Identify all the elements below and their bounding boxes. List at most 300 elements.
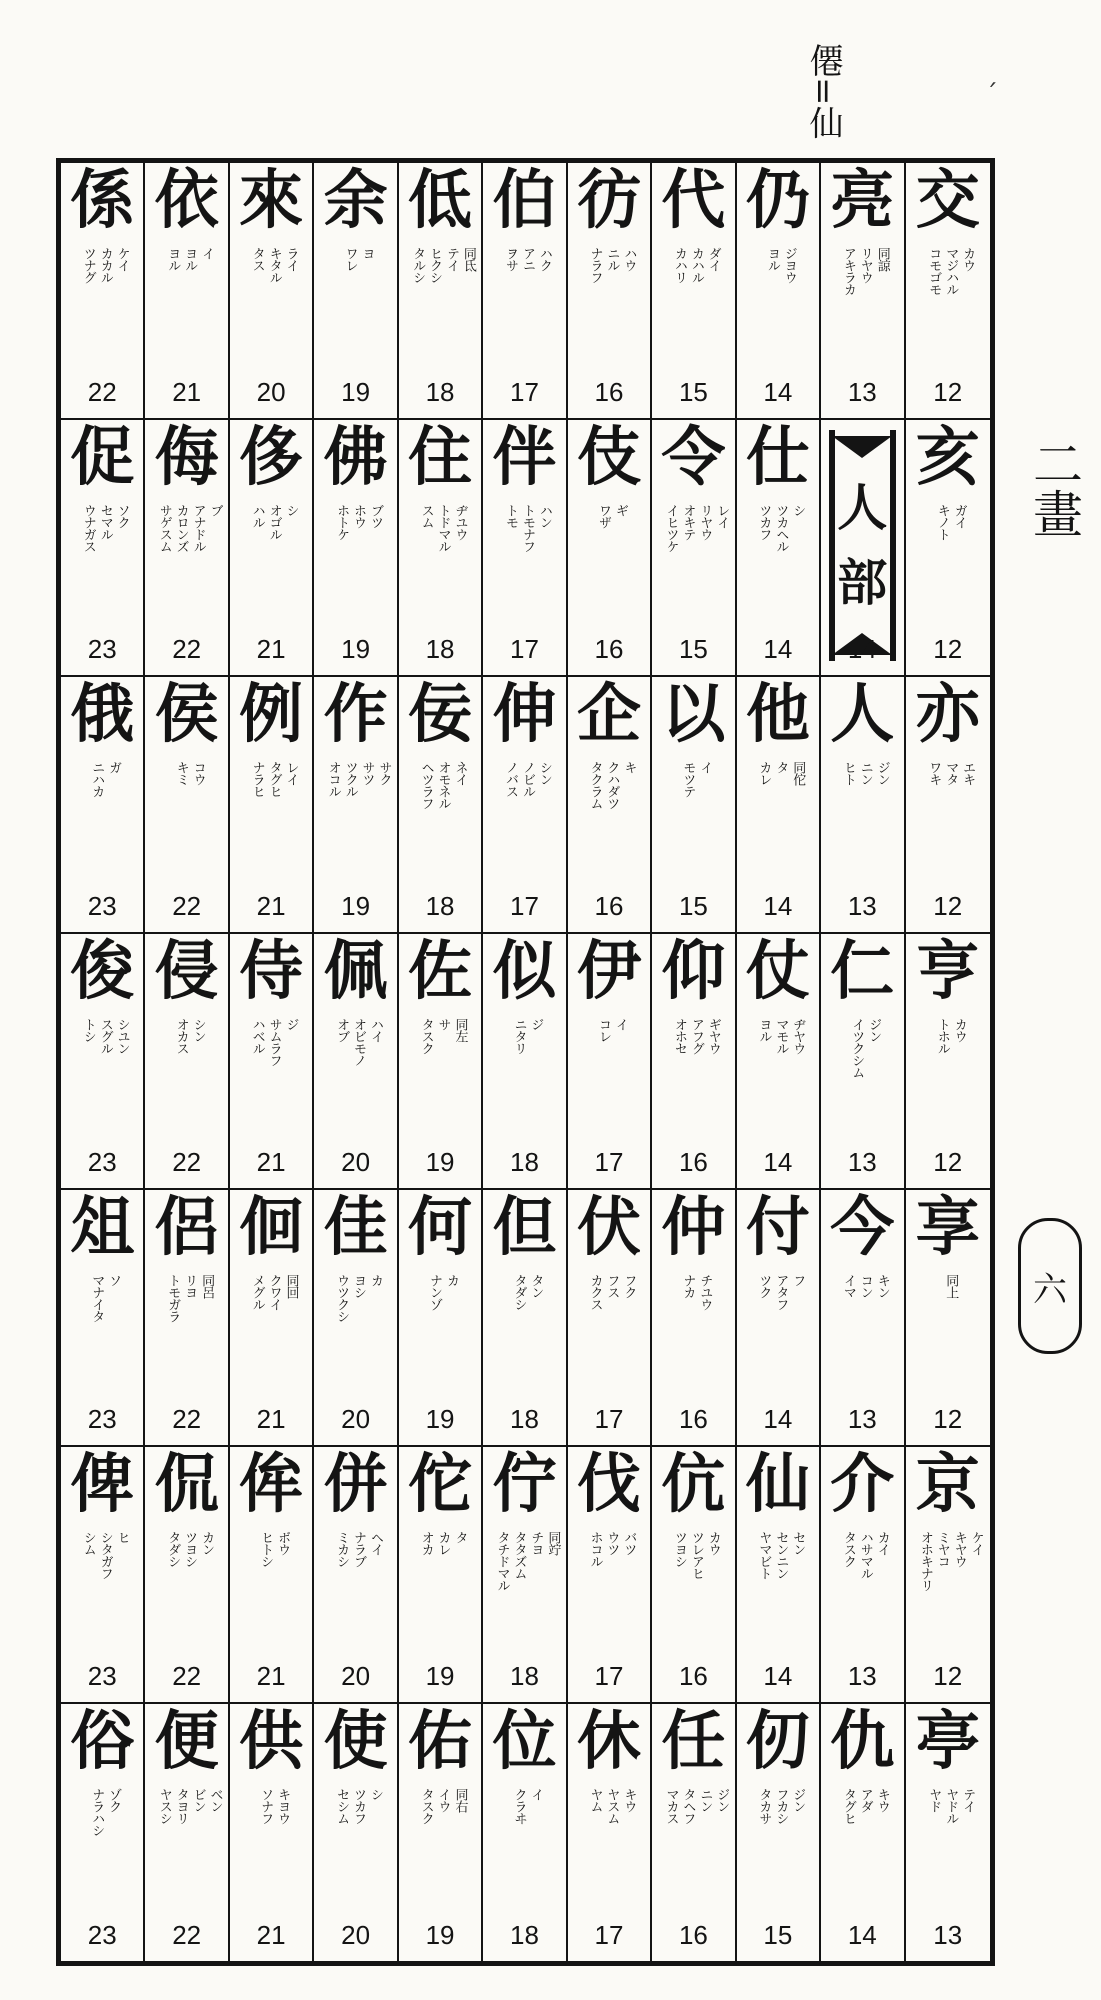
page-reference: 21 — [256, 1404, 286, 1435]
reading-text: ブ — [207, 503, 223, 516]
kanji-cell — [652, 1190, 736, 1447]
kanji-readings — [409, 1018, 475, 1114]
kanji-readings — [662, 504, 728, 600]
page-reference: 22 — [172, 633, 202, 664]
kanji-cell — [821, 677, 905, 934]
reading-text: ヘツラフ — [418, 760, 434, 809]
kanji-character: 仗 — [745, 933, 810, 1009]
kanji-cell — [821, 163, 905, 420]
reading-text: 同回 — [283, 1274, 299, 1299]
reading-text: ワレ — [342, 247, 358, 271]
kanji-cell — [737, 1704, 821, 1961]
reading-text: ヤスシ — [156, 1788, 172, 1825]
page-reference: 12 — [933, 1147, 963, 1178]
reading-text: タン — [528, 1274, 544, 1299]
page-reference: 13 — [847, 890, 877, 921]
kanji-cell — [568, 1704, 652, 1961]
kanji-character: 住 — [408, 419, 473, 495]
reading-text: ヤスム — [604, 1788, 620, 1825]
kanji-readings — [662, 1788, 728, 1884]
kanji-readings — [240, 761, 306, 857]
reading-text: ウツクシ — [334, 1274, 350, 1323]
page-reference: 21 — [172, 376, 202, 407]
reading-text: フク — [621, 1274, 637, 1299]
kanji-readings — [71, 1018, 137, 1114]
reading-text: タスク — [418, 1017, 434, 1054]
kanji-cell — [737, 163, 821, 420]
reading-text: カ — [367, 1274, 383, 1287]
reading-text: イ — [697, 760, 713, 773]
reading-text: タクラム — [587, 760, 603, 809]
kanji-cell — [568, 1190, 652, 1447]
reading-text: ナラハシ — [89, 1788, 105, 1837]
reading-text: メグル — [249, 1274, 265, 1311]
kanji-character: 俎 — [70, 1190, 135, 1266]
reading-text: イツクシム — [849, 1017, 865, 1078]
reading-text: タダシ — [165, 1531, 181, 1568]
stroke-count-label: 二畫 — [1025, 438, 1083, 538]
reading-text: タ — [452, 1531, 468, 1544]
page-reference: 14 — [847, 1920, 877, 1950]
reading-text: カハル — [688, 247, 704, 283]
reading-text: 同竚 — [545, 1531, 561, 1556]
reading-text: アキラカ — [840, 247, 856, 295]
kanji-readings — [578, 247, 644, 343]
reading-text: シン — [536, 760, 552, 785]
kanji-character: 似 — [492, 933, 557, 1009]
reading-text: 同諒 — [874, 247, 890, 271]
page-reference: 19 — [341, 890, 371, 921]
kanji-cell — [61, 934, 145, 1191]
kanji-character: 付 — [745, 1190, 810, 1266]
kanji-cell — [906, 934, 990, 1191]
reading-text: ナラヒ — [249, 760, 265, 797]
reading-text: ケイ — [114, 247, 130, 271]
reading-text: フカシ — [773, 1788, 789, 1825]
reading-text: ツカヘル — [773, 503, 789, 552]
reading-text: ジン — [874, 760, 890, 785]
kanji-character: 促 — [70, 419, 135, 495]
reading-text: ギ — [612, 503, 628, 516]
kanji-readings — [916, 1531, 984, 1627]
kanji-character: 依 — [154, 163, 219, 238]
reading-text: ヤド — [926, 1788, 942, 1813]
reading-text: オカス — [173, 1017, 189, 1054]
reading-text: シム — [80, 1531, 96, 1556]
reading-text: ヨシ — [351, 1274, 367, 1299]
kanji-cell — [483, 677, 567, 934]
page-reference: 21 — [256, 1920, 286, 1950]
kanji-readings — [409, 1788, 475, 1884]
reading-text: イウ — [435, 1788, 451, 1813]
reading-text: サツ — [359, 760, 375, 785]
page-reference: 14 — [763, 376, 793, 407]
kanji-cell — [652, 1704, 736, 1961]
kanji-character: 伏 — [576, 1190, 641, 1266]
reading-text: タスク — [418, 1788, 434, 1825]
kanji-readings — [493, 504, 559, 600]
kanji-cell — [399, 1190, 483, 1447]
page-reference: 15 — [678, 376, 708, 407]
kanji-cell — [61, 1447, 145, 1704]
kanji-cell — [314, 1190, 398, 1447]
kanji-cell — [399, 163, 483, 420]
kanji-readings — [409, 504, 475, 600]
page-reference: 22 — [172, 1661, 202, 1692]
reading-text: ゾク — [106, 1788, 122, 1813]
page-reference: 22 — [87, 376, 117, 407]
reading-text: キウ — [621, 1788, 637, 1813]
kanji-readings — [747, 504, 813, 600]
kanji-character: 侃 — [154, 1447, 219, 1523]
reading-text: アタフ — [773, 1274, 789, 1311]
kanji-readings — [578, 1018, 644, 1114]
reading-text: カン — [199, 1531, 215, 1556]
reading-text: キタル — [266, 247, 282, 283]
kanji-readings — [493, 1018, 559, 1114]
kanji-character: 佞 — [408, 676, 473, 752]
reading-text: カイ — [874, 1531, 890, 1556]
kanji-cell — [399, 1704, 483, 1961]
kanji-readings — [916, 1018, 984, 1114]
kanji-cell — [145, 1447, 229, 1704]
reading-text: ナラフ — [587, 247, 603, 283]
kanji-readings — [409, 761, 475, 857]
kanji-character: 佛 — [323, 419, 388, 495]
kanji-character: 仁 — [830, 933, 895, 1009]
kanji-readings — [578, 1274, 644, 1370]
page-reference: 23 — [87, 1147, 117, 1178]
reading-text: ジン — [714, 1788, 730, 1813]
reading-text: リヤウ — [697, 503, 713, 540]
kanji-readings — [662, 1018, 728, 1114]
page-reference: 17 — [594, 1147, 624, 1178]
kanji-readings — [155, 761, 221, 857]
reading-text: トモ — [503, 503, 519, 528]
kanji-cell — [821, 1190, 905, 1447]
kanji-cell — [314, 163, 398, 420]
reading-text: コウ — [190, 760, 206, 785]
reading-text: ヨル — [764, 247, 780, 271]
reading-text: アフグ — [688, 1017, 704, 1054]
kanji-cell — [906, 420, 990, 677]
reading-text: ホコル — [587, 1531, 603, 1568]
reading-text: カハリ — [671, 247, 687, 283]
kanji-character: 交 — [915, 163, 980, 238]
kanji-character: 位 — [492, 1704, 557, 1780]
reading-text: イ — [199, 247, 215, 259]
reading-text: マナイタ — [89, 1274, 105, 1323]
reading-text: アニ — [519, 247, 535, 271]
reading-text: ジ — [528, 1017, 544, 1030]
page-reference: 13 — [933, 1920, 963, 1950]
reading-text: トドマル — [435, 503, 451, 552]
reading-text: シ — [790, 503, 806, 516]
page-reference: 14 — [763, 633, 793, 664]
kanji-character: 仍 — [745, 163, 810, 238]
reading-text: オホキナリ — [917, 1531, 933, 1592]
reading-text: コン — [857, 1274, 873, 1299]
reading-text: ヂヤウ — [790, 1017, 806, 1054]
reading-text: セン — [790, 1531, 806, 1556]
page-reference: 23 — [87, 1661, 117, 1692]
kanji-readings — [831, 1274, 897, 1370]
kanji-readings — [155, 1018, 221, 1114]
reading-text: タカサ — [756, 1788, 772, 1825]
reading-text: キウ — [874, 1788, 890, 1813]
page-reference: 20 — [341, 1147, 371, 1178]
reading-text: カウ — [960, 247, 976, 271]
kanji-cell — [737, 934, 821, 1191]
reading-text: ハル — [249, 503, 265, 528]
kanji-cell — [230, 677, 314, 934]
kanji-character: 係 — [70, 163, 135, 238]
reading-text: キヤウ — [951, 1531, 967, 1568]
reading-text: ヒクシ — [427, 247, 443, 283]
reading-text: タグヒ — [840, 1788, 856, 1825]
kanji-readings — [155, 504, 221, 600]
kanji-cell — [61, 1190, 145, 1447]
kanji-readings — [324, 1274, 390, 1370]
kanji-cell — [314, 1704, 398, 1961]
page-reference: 23 — [87, 633, 117, 664]
kanji-cell — [145, 420, 229, 677]
reading-text: 同呂 — [199, 1274, 215, 1299]
reading-text: ヤドル — [943, 1788, 959, 1825]
reading-text: アナドル — [190, 503, 206, 552]
reading-text: ソク — [114, 503, 130, 528]
kanji-readings — [916, 247, 984, 343]
reading-text: イマ — [840, 1274, 856, 1299]
reading-text: ガ — [106, 760, 122, 773]
kanji-character: 伎 — [576, 419, 641, 495]
reading-text: ベン — [207, 1788, 223, 1813]
reading-text: タヘフ — [680, 1788, 696, 1825]
kanji-cell — [399, 677, 483, 934]
kanji-character: 企 — [576, 676, 641, 752]
kanji-character: 令 — [661, 419, 726, 495]
kanji-readings — [240, 1018, 306, 1114]
kanji-cell — [568, 163, 652, 420]
reading-text: サク — [376, 760, 392, 785]
reading-text: 同佗 — [790, 760, 806, 785]
page-reference: 23 — [87, 1920, 117, 1950]
reading-text: チヨ — [528, 1531, 544, 1556]
kanji-character: 亮 — [830, 163, 895, 238]
kanji-cell — [145, 163, 229, 420]
kanji-readings — [155, 1788, 221, 1884]
kanji-readings — [71, 1788, 137, 1884]
kanji-cell — [652, 934, 736, 1191]
reading-text: 同上 — [943, 1274, 959, 1299]
reading-text: ミカシ — [334, 1531, 350, 1568]
page-reference: 12 — [933, 633, 963, 664]
reading-text: リヨ — [182, 1274, 198, 1299]
kanji-readings — [747, 1788, 813, 1884]
kanji-cell — [61, 420, 145, 677]
reading-text: ハク — [536, 247, 552, 271]
kanji-character: 例 — [239, 676, 304, 752]
reading-text: イ — [612, 1017, 628, 1030]
kanji-cell — [737, 420, 821, 677]
kanji-cell — [230, 1447, 314, 1704]
kanji-character: 佩 — [323, 933, 388, 1009]
reading-text: ハベル — [249, 1017, 265, 1054]
kanji-character: 侈 — [239, 419, 304, 495]
page-reference: 18 — [425, 376, 455, 407]
kanji-character: 享 — [915, 1190, 980, 1266]
kanji-cell — [652, 163, 736, 420]
reading-text: ノビル — [519, 760, 535, 797]
kanji-readings — [493, 761, 559, 857]
kanji-readings — [916, 761, 984, 857]
page-reference: 17 — [510, 890, 539, 921]
page-reference: 13 — [847, 1147, 877, 1178]
reading-text: ナンゾ — [427, 1274, 443, 1311]
reading-text: ヨル — [165, 247, 181, 271]
page-reference: 19 — [341, 376, 371, 407]
reading-text: キノト — [934, 503, 950, 540]
reading-text: ヤマビト — [756, 1531, 772, 1580]
page-reference: 12 — [933, 1404, 963, 1435]
reading-text: カレ — [756, 760, 772, 785]
reading-text: キミ — [173, 760, 189, 785]
kanji-character: 低 — [408, 163, 473, 238]
page-reference: 17 — [510, 376, 539, 407]
reading-text: タダシ — [511, 1274, 527, 1311]
reading-text: タタズム — [511, 1531, 527, 1580]
header-note: 僊=仙 — [803, 42, 843, 140]
kanji-character: 他 — [745, 676, 810, 752]
kanji-readings — [240, 1274, 306, 1370]
kanji-cell — [737, 1190, 821, 1447]
reading-text: ヒト — [840, 760, 856, 785]
kanji-readings — [409, 247, 475, 343]
kanji-readings — [240, 247, 306, 343]
reading-text: センニン — [773, 1531, 789, 1580]
reading-text: ヒトシ — [258, 1531, 274, 1568]
kanji-cell — [483, 163, 567, 420]
page-reference: 16 — [678, 1404, 708, 1435]
kanji-readings — [831, 247, 897, 343]
reading-text: ツレアヒ — [688, 1531, 704, 1580]
kanji-character: 侮 — [154, 419, 219, 495]
reading-text: クハダツ — [604, 760, 620, 809]
reading-text: ヂユウ — [452, 503, 468, 540]
reading-text: オブ — [334, 1017, 350, 1042]
kanji-character: 伉 — [661, 1447, 726, 1523]
reading-text: オコル — [325, 760, 341, 797]
kanji-character: 任 — [661, 1704, 726, 1780]
reading-text: ヒ — [114, 1531, 130, 1544]
page-reference: 19 — [425, 1404, 455, 1435]
kanji-cell — [821, 1704, 905, 1961]
page-reference: 17 — [594, 1404, 624, 1435]
kanji-character: 侶 — [154, 1190, 219, 1266]
reading-text: 同右 — [452, 1788, 468, 1813]
reading-text: カ — [443, 1274, 459, 1287]
reading-text: サムラフ — [266, 1017, 282, 1066]
reading-text: ツナグ — [80, 247, 96, 283]
kanji-cell — [230, 1190, 314, 1447]
kanji-readings — [71, 761, 137, 857]
kanji-character: 人 — [830, 676, 895, 752]
kanji-character: 休 — [576, 1704, 641, 1780]
page-reference: 15 — [678, 890, 708, 921]
reading-text: ナカ — [680, 1274, 696, 1299]
page-reference: 22 — [172, 1147, 202, 1178]
kanji-character: 使 — [323, 1704, 388, 1780]
kanji-readings — [578, 761, 644, 857]
kanji-cell — [568, 420, 652, 677]
kanji-cell — [230, 420, 314, 677]
reading-text: カウ — [951, 1017, 967, 1042]
page-reference: 19 — [425, 1920, 455, 1950]
reading-text: スグル — [97, 1017, 113, 1054]
kanji-cell — [737, 1447, 821, 1704]
reading-text: ヲサ — [503, 247, 519, 271]
kanji-readings — [747, 761, 813, 857]
reading-text: フス — [604, 1274, 620, 1299]
page-reference: 16 — [678, 1661, 708, 1692]
kanji-readings — [493, 247, 559, 343]
kanji-readings — [916, 504, 984, 600]
page-reference: 23 — [87, 890, 117, 921]
reading-text: ニン — [697, 1788, 713, 1813]
kanji-cell — [906, 1190, 990, 1447]
kanji-character: 伯 — [492, 163, 557, 238]
reading-text: ツヨシ — [671, 1531, 687, 1568]
reading-text: キ — [621, 760, 637, 773]
reading-text: ヤム — [587, 1788, 603, 1813]
reading-text: マカス — [663, 1788, 679, 1825]
reading-text: カウ — [705, 1531, 721, 1556]
kanji-readings — [71, 1531, 137, 1627]
page-reference: 19 — [425, 1661, 455, 1692]
page-reference: 22 — [172, 890, 202, 921]
reading-text: ニハカ — [89, 760, 105, 797]
reading-text: タルシ — [410, 247, 426, 283]
reading-text: カクス — [587, 1274, 603, 1311]
reading-text: クワイ — [266, 1274, 282, 1311]
kanji-readings — [71, 247, 137, 343]
reading-text: サゲスム — [156, 503, 172, 552]
reading-text: オキテ — [680, 503, 696, 540]
page-reference: 16 — [678, 1920, 708, 1950]
kanji-readings — [324, 761, 390, 857]
kanji-readings — [662, 1274, 728, 1370]
reading-text: マモル — [773, 1017, 789, 1054]
kanji-readings — [324, 1018, 390, 1114]
reading-text: ビン — [190, 1788, 206, 1813]
kanji-cell — [230, 1704, 314, 1961]
page-reference: 18 — [510, 1661, 539, 1692]
reading-text: ツヨシ — [182, 1531, 198, 1568]
kanji-readings — [240, 1531, 306, 1627]
reading-text: ツク — [756, 1274, 772, 1299]
kanji-cell — [399, 420, 483, 677]
kanji-readings — [324, 247, 390, 343]
radical-char: 人 — [837, 477, 888, 537]
page-reference: 12 — [933, 1661, 963, 1692]
reading-text: ライ — [283, 247, 299, 271]
reading-text: ブツ — [367, 503, 383, 528]
reading-text: ジヨウ — [781, 247, 797, 283]
kanji-cell — [483, 1447, 567, 1704]
kanji-character: 併 — [323, 1447, 388, 1523]
kanji-cell — [568, 1447, 652, 1704]
reading-text: ニン — [857, 760, 873, 785]
